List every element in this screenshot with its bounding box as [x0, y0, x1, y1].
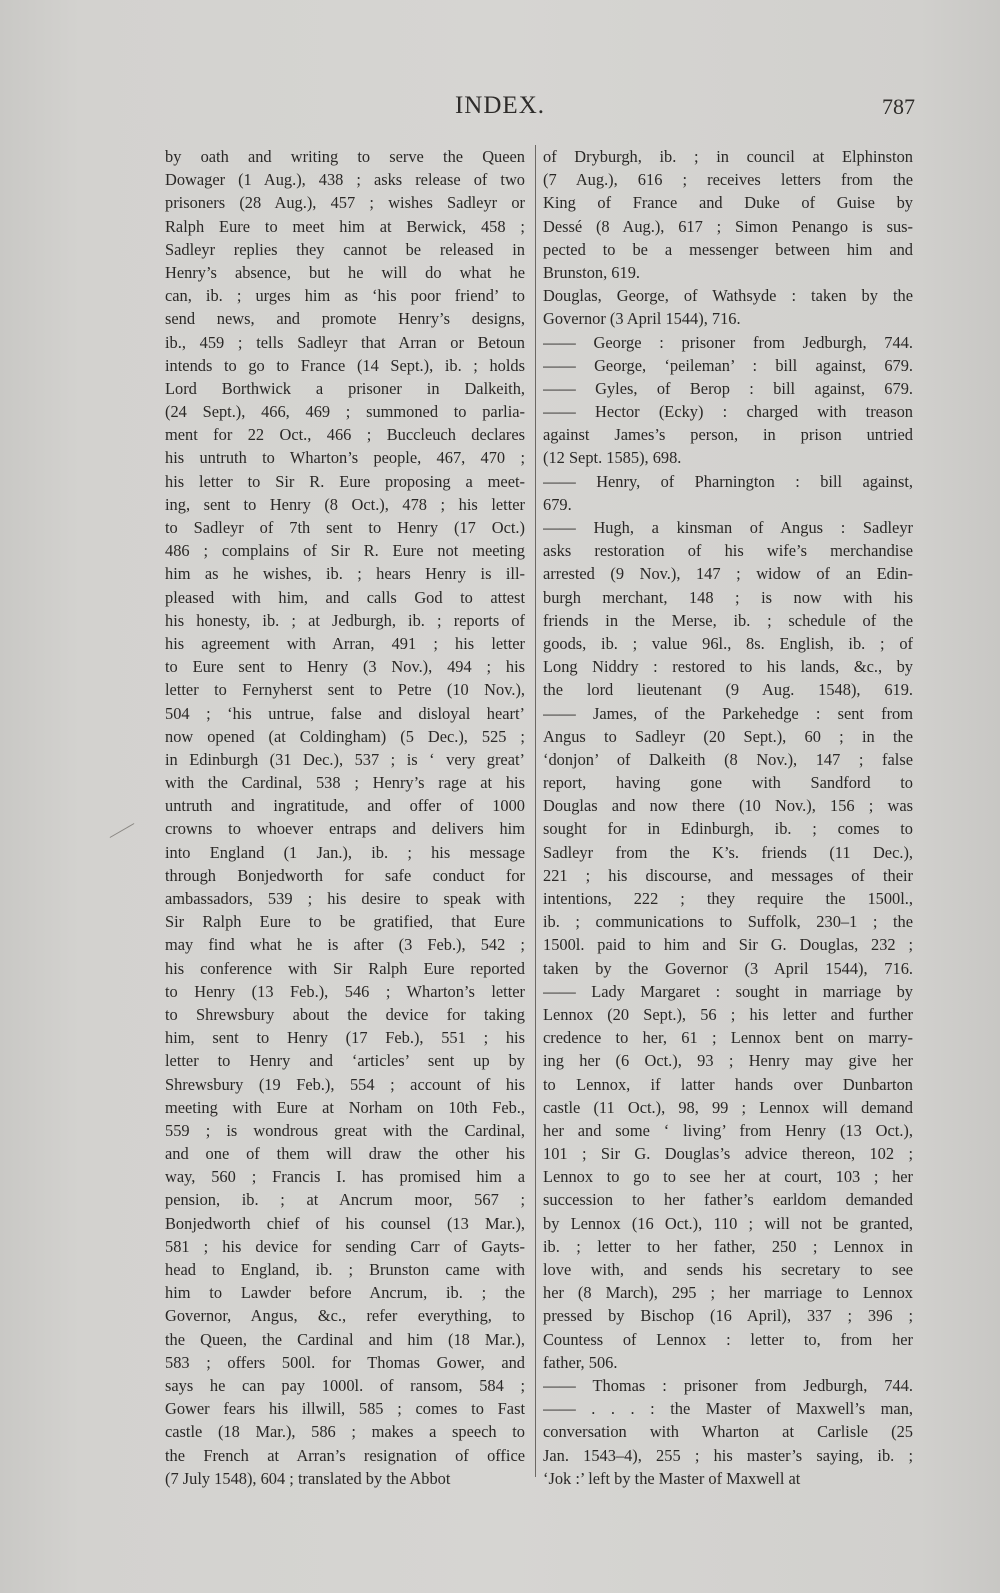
text-line: his honesty, ib. ; at Jedburgh, ib. ; reports of: [165, 610, 525, 630]
text-line: of Dryburgh, ib. ; in council at Elphinston: [543, 147, 913, 166]
text-line: Sir Ralph Eure to be gratified, that Eure: [165, 912, 525, 932]
text-line: pension, ib. ; at Ancrum moor, 567 ;: [165, 1190, 525, 1210]
text-line: Bonjedworth chief of his counsel (13 Mar.),: [165, 1213, 525, 1233]
text-line: Lennox (20 Sept.), 56 ; his letter and further: [543, 1004, 913, 1024]
text-line: (12 Sept. 1585), 698.: [543, 448, 682, 468]
text-line: him to Lawder before Ancrum, ib. ; the: [165, 1283, 525, 1303]
text-line: Sadleyr replies they cannot be released in: [165, 239, 525, 259]
text-line: ib. ; letter to her father, 250 ; Lennox in: [543, 1236, 913, 1256]
text-line: friends in the Merse, ib. ; schedule of the: [543, 610, 913, 630]
text-line: into England (1 Jan.), ib. ; his message: [165, 842, 525, 862]
text-line: 504 ; ‘his untrue, false and disloyal heart’: [165, 703, 525, 723]
text-line: Ralph Eure to meet him at Berwick, 458 ;: [165, 216, 525, 236]
text-line: now opened (at Coldingham) (5 Dec.), 525 ;: [165, 726, 525, 746]
text-line: letter to Fernyherst sent to Petre (10 Nov.),: [165, 680, 525, 700]
text-line: with the Cardinal, 538 ; Henry’s rage at his: [165, 773, 525, 793]
text-line: 486 ; complains of Sir R. Eure not meeting: [165, 541, 525, 561]
left-column: [165, 145, 525, 1490]
text-line: 583 ; offers 500l. for Thomas Gower, and: [165, 1352, 525, 1372]
text-line: Jan. 1543–4), 255 ; his master’s saying, ib. ;: [543, 1445, 913, 1465]
text-line: in Edinburgh (31 Dec.), 537 ; is ‘ very great’: [165, 749, 525, 769]
text-line: —— Lady Margaret : sought in marriage by: [543, 981, 913, 1001]
text-line: ambassadors, 539 ; his desire to speak with: [165, 889, 525, 908]
text-line: succession to her father’s earldom demanded: [543, 1190, 913, 1210]
text-line: intends to go to France (14 Sept.), ib. ; holds: [165, 355, 525, 375]
text-line: to Eure sent to Henry (3 Nov.), 494 ; his: [165, 657, 525, 677]
text-line: 1500l. paid to him and Sir G. Douglas, 232 ;: [543, 935, 913, 955]
column-divider: [535, 145, 536, 1477]
text-line: 101 ; Sir G. Douglas’s advice thereon, 102 ;: [543, 1144, 913, 1164]
text-line: castle (18 Mar.), 586 ; makes a speech to: [165, 1422, 525, 1442]
text-line: King of France and Duke of Guise by: [543, 193, 913, 213]
text-line: —— Henry, of Pharnington : bill against,: [543, 471, 913, 491]
text-line: —— Thomas : prisoner from Jedburgh, 744.: [543, 1375, 913, 1395]
text-line: (7 July 1548), 604 ; translated by the Abbot: [165, 1468, 451, 1488]
text-line: intentions, 222 ; they require the 1500l.,: [543, 889, 913, 908]
text-line: 581 ; his device for sending Carr of Gayts-: [165, 1236, 525, 1256]
text-line: him as he wishes, ib. ; hears Henry is ill-: [165, 564, 525, 584]
text-line: the lord lieutenant (9 Aug. 1548), 619.: [543, 680, 913, 700]
text-line: by oath and writing to serve the Queen: [165, 147, 525, 166]
text-line: Dessé (8 Aug.), 617 ; Simon Penango is sus-: [543, 216, 913, 236]
text-line: her (8 March), 295 ; her marriage to Lennox: [543, 1283, 913, 1303]
text-line: by Lennox (16 Oct.), 110 ; will not be granted,: [543, 1213, 913, 1233]
text-line: Long Niddry : restored to his lands, &c., by: [543, 657, 913, 677]
text-line: Lord Borthwick a prisoner in Dalkeith,: [165, 378, 525, 398]
text-line: love with, and sends his secretary to see: [543, 1260, 913, 1279]
text-line: prisoners (28 Aug.), 457 ; wishes Sadleyr or: [165, 193, 525, 213]
text-line: asks restoration of his wife’s merchandise: [543, 541, 913, 561]
text-line: Gower fears his illwill, 585 ; comes to Fast: [165, 1399, 525, 1419]
text-line: to Lennox, if latter hands over Dunbarton: [543, 1074, 913, 1094]
text-line: way, 560 ; Francis I. has promised him a: [165, 1167, 525, 1187]
text-line: his untruth to Wharton’s people, 467, 470 ;: [165, 448, 525, 468]
text-line: 679.: [543, 494, 572, 514]
text-line: sought for in Edinburgh, ib. ; comes to: [543, 819, 913, 839]
text-line: conversation with Wharton at Carlisle (25: [543, 1422, 913, 1442]
text-line: letter to Henry and ‘articles’ sent up by: [165, 1051, 525, 1071]
text-line: castle (11 Oct.), 98, 99 ; Lennox will demand: [543, 1097, 913, 1117]
text-line: 221 ; his discourse, and messages of their: [543, 865, 913, 885]
margin-ink-mark: [110, 823, 135, 838]
text-line: his conference with Sir Ralph Eure reported: [165, 958, 525, 978]
text-line: Governor, Angus, &c., refer everything, to: [165, 1306, 525, 1326]
text-line: pleased with him, and calls God to attest: [165, 587, 525, 607]
text-line: Henry’s absence, but he will do what he: [165, 262, 525, 282]
text-line: and one of them will draw the other his: [165, 1144, 525, 1164]
text-line: father, 506.: [543, 1352, 618, 1372]
text-line: Shrewsbury (19 Feb.), 554 ; account of his: [165, 1074, 525, 1094]
text-line: ib. ; communications to Suffolk, 230–1 ; the: [543, 912, 913, 932]
text-line: the Queen, the Cardinal and him (18 Mar.),: [165, 1329, 525, 1349]
text-line: his letter to Sir R. Eure proposing a meet-: [165, 471, 525, 491]
text-line: burgh merchant, 148 ; is now with his: [543, 587, 913, 607]
text-line: Sadleyr from the K’s. friends (11 Dec.),: [543, 842, 913, 862]
text-line: goods, ib. ; value 96l., 8s. English, ib. ; of: [543, 633, 913, 653]
text-line: send news, and promote Henry’s designs,: [165, 309, 525, 329]
text-line: ing her (6 Oct.), 93 ; Henry may give her: [543, 1051, 913, 1071]
text-line: crowns to whoever entraps and delivers him: [165, 819, 525, 839]
text-line: can, ib. ; urges him as ‘his poor friend’ to: [165, 286, 525, 306]
text-line: pected to be a messenger between him and: [543, 239, 913, 259]
text-line: him, sent to Henry (17 Feb.), 551 ; his: [165, 1028, 525, 1048]
text-line: to Sadleyr of 7th sent to Henry (17 Oct.): [165, 518, 525, 537]
text-line: pressed by Bischop (16 April), 337 ; 396 ;: [543, 1306, 913, 1326]
right-column: [543, 145, 913, 1490]
text-line: ‘Jok :’ left by the Master of Maxwell at: [543, 1468, 801, 1488]
text-line: report, having gone with Sandford to: [543, 773, 913, 793]
text-line: Lennox to go to see her at court, 103 ; her: [543, 1167, 913, 1187]
text-line: ing, sent to Henry (8 Oct.), 478 ; his letter: [165, 494, 525, 514]
text-line: Dowager (1 Aug.), 438 ; asks release of two: [165, 170, 525, 190]
text-line: —— George, ‘peileman’ : bill against, 679.: [543, 355, 913, 375]
text-line: ‘donjon’ of Dalkeith (8 Nov.), 147 ; false: [543, 749, 913, 769]
text-line: to Henry (13 Feb.), 546 ; Wharton’s letter: [165, 981, 525, 1001]
text-line: (7 Aug.), 616 ; receives letters from the: [543, 170, 913, 190]
text-line: Angus to Sadleyr (20 Sept.), 60 ; in the: [543, 726, 913, 746]
text-line: (24 Sept.), 466, 469 ; summoned to parlia-: [165, 402, 525, 422]
page-title: INDEX.: [454, 92, 545, 119]
text-line: arrested (9 Nov.), 147 ; widow of an Edin-: [543, 564, 913, 584]
text-line: ib., 459 ; tells Sadleyr that Arran or Betoun: [165, 332, 525, 352]
text-line: credence to her, 61 ; Lennox bent on marry-: [543, 1028, 913, 1048]
text-line: —— Hector (Ecky) : charged with treason: [543, 402, 913, 422]
text-line: his agreement with Arran, 491 ; his letter: [165, 633, 525, 653]
text-line: meeting with Eure at Norham on 10th Feb.,: [165, 1097, 525, 1117]
text-line: —— Gyles, of Berop : bill against, 679.: [543, 378, 913, 398]
text-line: —— James, of the Parkehedge : sent from: [543, 703, 913, 723]
text-line: against James’s person, in prison untried: [543, 425, 913, 445]
text-line: 559 ; is wondrous great with the Cardinal,: [165, 1120, 525, 1140]
text-line: her and some ‘ living’ from Henry (13 Oct.),: [543, 1120, 913, 1140]
text-line: Governor (3 April 1544), 716.: [543, 309, 741, 329]
text-line: ment for 22 Oct., 466 ; Buccleuch declares: [165, 425, 525, 445]
text-line: the French at Arran’s resignation of office: [165, 1445, 525, 1465]
text-line: —— . . . : the Master of Maxwell’s man,: [543, 1399, 913, 1419]
text-line: untruth and ingratitude, and offer of 1000: [165, 796, 525, 816]
text-line: to Shrewsbury about the device for taking: [165, 1004, 525, 1024]
page-number: 787: [882, 94, 915, 119]
text-line: says he can pay 1000l. of ransom, 584 ;: [165, 1375, 525, 1395]
text-line: taken by the Governor (3 April 1544), 716.: [543, 958, 913, 978]
text-line: Douglas and now there (10 Nov.), 156 ; was: [543, 796, 913, 816]
text-line: —— Hugh, a kinsman of Angus : Sadleyr: [543, 518, 913, 537]
text-line: Countess of Lennox : letter to, from her: [543, 1329, 913, 1349]
text-line: through Bonjedworth for safe conduct for: [165, 865, 525, 885]
text-line: may find what he is after (3 Feb.), 542 ;: [165, 935, 525, 955]
text-line: Brunston, 619.: [543, 262, 640, 282]
text-line: head to England, ib. ; Brunston came with: [165, 1260, 525, 1279]
text-line: —— George : prisoner from Jedburgh, 744.: [543, 332, 913, 352]
text-line: Douglas, George, of Wathsyde : taken by the: [543, 286, 913, 306]
